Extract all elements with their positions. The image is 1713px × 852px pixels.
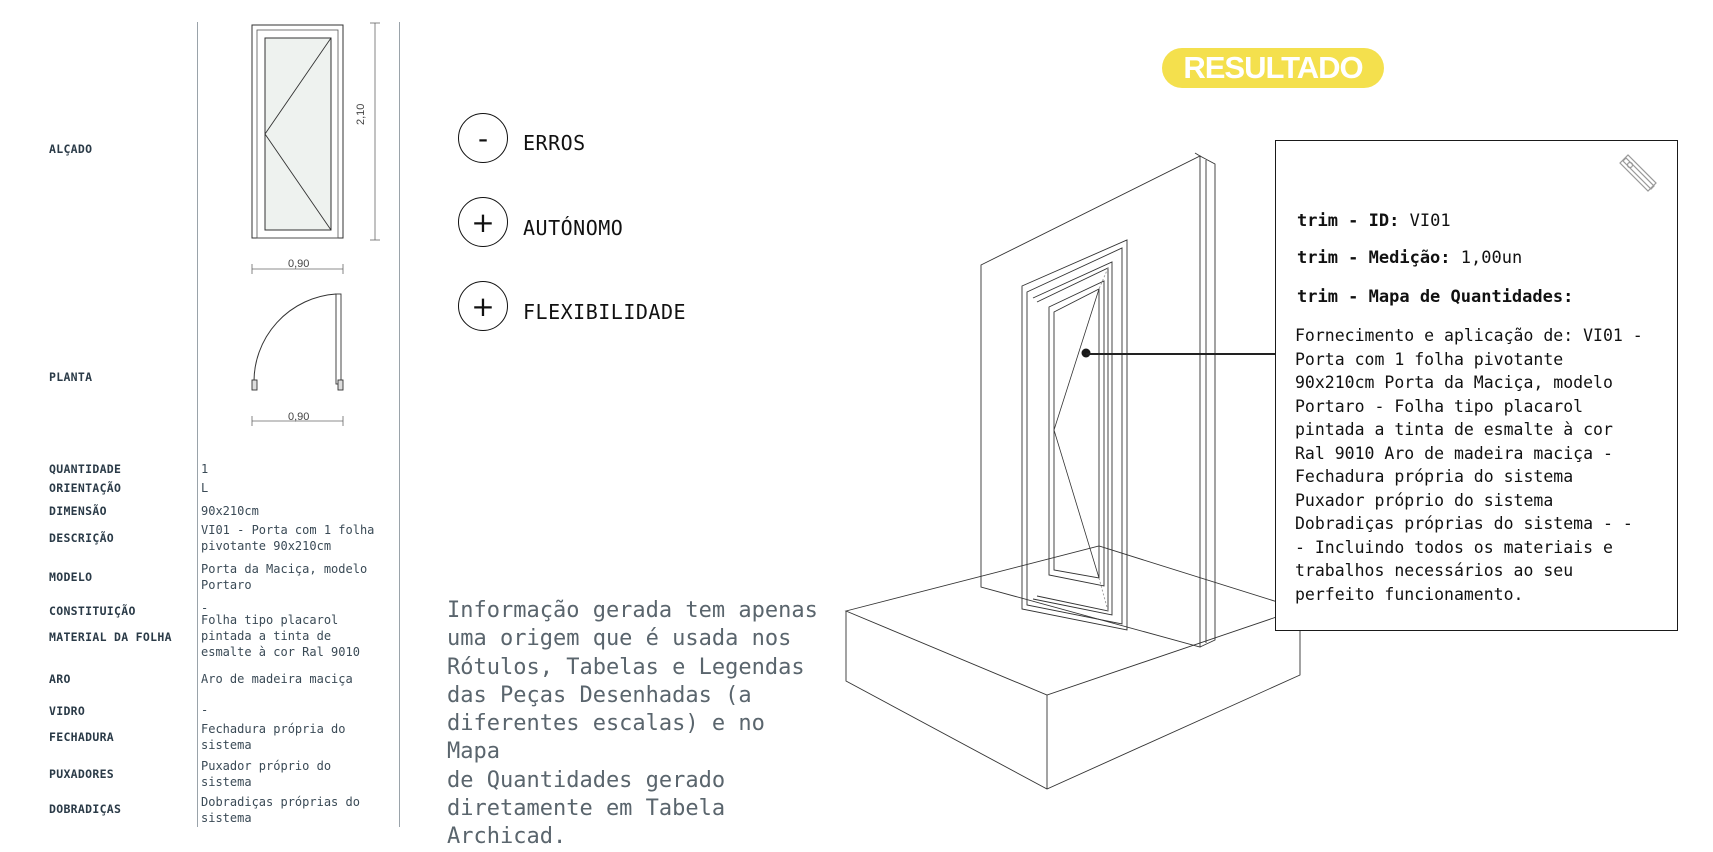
door-elevation-drawing bbox=[240, 20, 390, 275]
card-medicao-value: 1,00un bbox=[1460, 248, 1523, 268]
card-id-value: VI01 bbox=[1409, 211, 1451, 231]
row-dimensao-label: DIMENSÃO bbox=[49, 504, 107, 518]
row-constituicao-label: CONSTITUIÇÃO bbox=[49, 604, 136, 618]
row-modelo-label: MODELO bbox=[49, 570, 93, 584]
feature-erros-label: ERROS bbox=[523, 131, 586, 155]
door-3d-illustration bbox=[840, 150, 1320, 795]
row-fechadura-label: FECHADURA bbox=[49, 730, 115, 744]
resultado-badge: RESULTADO bbox=[1162, 48, 1384, 88]
card-mapa-row bbox=[1297, 287, 1573, 307]
row-fechadura-value: Fechadura própria do sistema bbox=[201, 722, 346, 752]
leader-line bbox=[1086, 353, 1276, 355]
row-orientacao-value: L bbox=[201, 481, 209, 495]
minus-icon: - bbox=[458, 113, 508, 163]
row-descricao-label: DESCRIÇÃO bbox=[49, 531, 115, 545]
info-text: Informação gerada tem apenas uma origem que é usada nos Rótulos, Tabelas e Legendas das Peças Desenhadas (a diferentes escalas) e no Mapa de Quantidades gerado diretamente em Tabela Archicad. bbox=[447, 598, 818, 850]
row-material-folha-label: MATERIAL DA FOLHA bbox=[49, 630, 172, 644]
dim-width-elevation-label: 0,90 bbox=[288, 258, 310, 270]
row-modelo-value: Porta da Maciça, modelo Portaro bbox=[201, 562, 368, 592]
card-description: Fornecimento e aplicação de: VI01 - Porta com 1 folha pivotante 90x210cm Porta da Maciça, modelo Portaro - Folha tipo placarol pintada a tinta de esmalte à cor Ral 9010 Aro de madeira maciça - Fechadura própria do sistema Puxador próprio do sistema Dobradiças próprias do sistema - - - Incluindo todos os materiais e trabalhos necessários ao seu perfeito funcionamento. bbox=[1295, 326, 1643, 604]
card-medicao-key: trim - Medição: bbox=[1297, 248, 1451, 268]
row-dobradicas-value: Dobradiças próprias do sistema bbox=[201, 795, 360, 825]
result-card bbox=[1275, 140, 1678, 631]
card-mapa-key: trim - Mapa de Quantidades: bbox=[1297, 287, 1574, 307]
row-material-folha-value: Folha tipo placarol pintada a tinta de esmalte à cor Ral 9010 bbox=[201, 613, 360, 659]
row-aro-label: ARO bbox=[49, 672, 71, 686]
row-puxadores-label: PUXADORES bbox=[49, 767, 115, 781]
row-vidro-value: - bbox=[201, 703, 209, 717]
card-id-key: trim - ID: bbox=[1297, 211, 1400, 231]
row-dobradicas-label: DOBRADIÇAS bbox=[49, 802, 122, 816]
row-vidro-label: VIDRO bbox=[49, 704, 86, 718]
row-quantidade-value: 1 bbox=[201, 462, 209, 476]
plus-icon: + bbox=[458, 197, 508, 247]
feature-autonomo-label: AUTÓNOMO bbox=[523, 216, 624, 240]
row-quantidade-label: QUANTIDADE bbox=[49, 462, 122, 476]
tag-icon bbox=[1614, 149, 1664, 199]
row-aro-value: Aro de madeira maciça bbox=[201, 672, 353, 686]
plus-icon: + bbox=[458, 281, 508, 331]
row-constituicao-value: - bbox=[201, 601, 209, 615]
card-id-row bbox=[1297, 211, 1451, 231]
card-medicao-row bbox=[1297, 248, 1522, 268]
planta-label: PLANTA bbox=[49, 370, 93, 384]
dim-width-plan-label: 0,90 bbox=[288, 411, 310, 423]
feature-flexibilidade-label: FLEXIBILIDADE bbox=[523, 300, 687, 324]
row-descricao-value: VI01 - Porta com 1 folha pivotante 90x210cm bbox=[201, 523, 375, 553]
schedule-divider-left bbox=[197, 22, 198, 827]
row-orientacao-label: ORIENTAÇÃO bbox=[49, 481, 122, 495]
row-dimensao-value: 90x210cm bbox=[201, 504, 259, 518]
alcado-label: ALÇADO bbox=[49, 142, 93, 156]
dim-height-label: 2,10 bbox=[355, 103, 367, 125]
door-plan-drawing bbox=[240, 290, 360, 430]
row-puxadores-value: Puxador próprio do sistema bbox=[201, 759, 332, 789]
